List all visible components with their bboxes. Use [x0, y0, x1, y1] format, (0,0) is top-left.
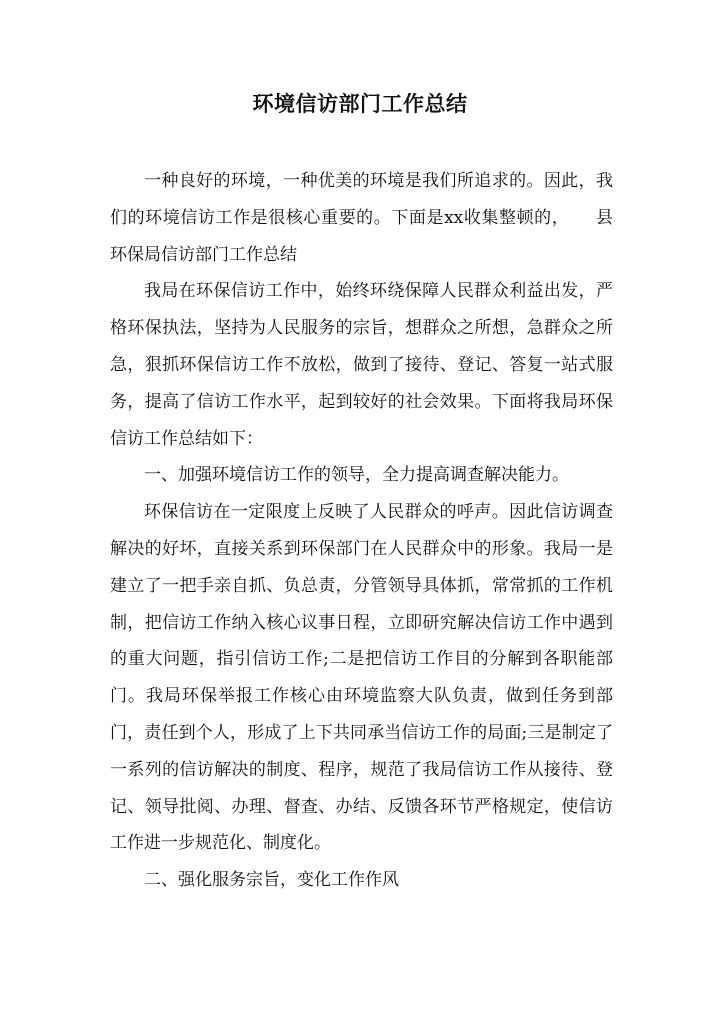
document-body: [110, 163, 613, 899]
document-title: 环境信访部门工作总结: [252, 91, 468, 116]
section-heading-2: 二、强化服务宗旨，变化工作作风: [144, 870, 399, 891]
paragraph-intro: 一种良好的环境，一种优美的环境是我们所追求的。因此，我们的环境信访工作是很核心重要的。下面是xx收集整顿的， 县环保局信访部门工作总结: [110, 171, 613, 265]
paragraph-overview: 我局在环保信访工作中，始终环绕保障人民群众利益出发，严格环保执法，坚持为人民服务的宗旨，想群众之所想，急群众之所急，狠抓环保信访工作不放松，做到了接待、登记、答复一站式服务，提高了信访工作水平，起到较好的社会效果。下面将我局环保信访工作总结如下：: [110, 281, 613, 449]
section-heading-1: 一、加强环境信访工作的领导，全力提高调查解决能力。: [144, 465, 569, 486]
paragraph-section-1: 环保信访在一定限度上反映了人民群众的呼声。因此信访调查解决的好坏，直接关系到环保部门在人民群众中的形象。我局一是建立了一把手亲自抓、负总责，分管领导具体抓，常常抓的工作机制，把信访工作纳入核心议事日程，立即研究解决信访工作中遇到的重大问题，指引信访工作;二是把信访工作目的分解到各职能部门。我局环保举报工作核心由环境监察大队负责，做到任务到部门，责任到个人，形成了上下共同承当信访工作的局面;三是制定了一系列的信访解决的制度、程序，规范了我局信访工作从接待、登记、领导批阅、办理、督查、办结、反馈各环节严格规定，使信访工作进一步规范化、制度化。: [110, 502, 613, 854]
